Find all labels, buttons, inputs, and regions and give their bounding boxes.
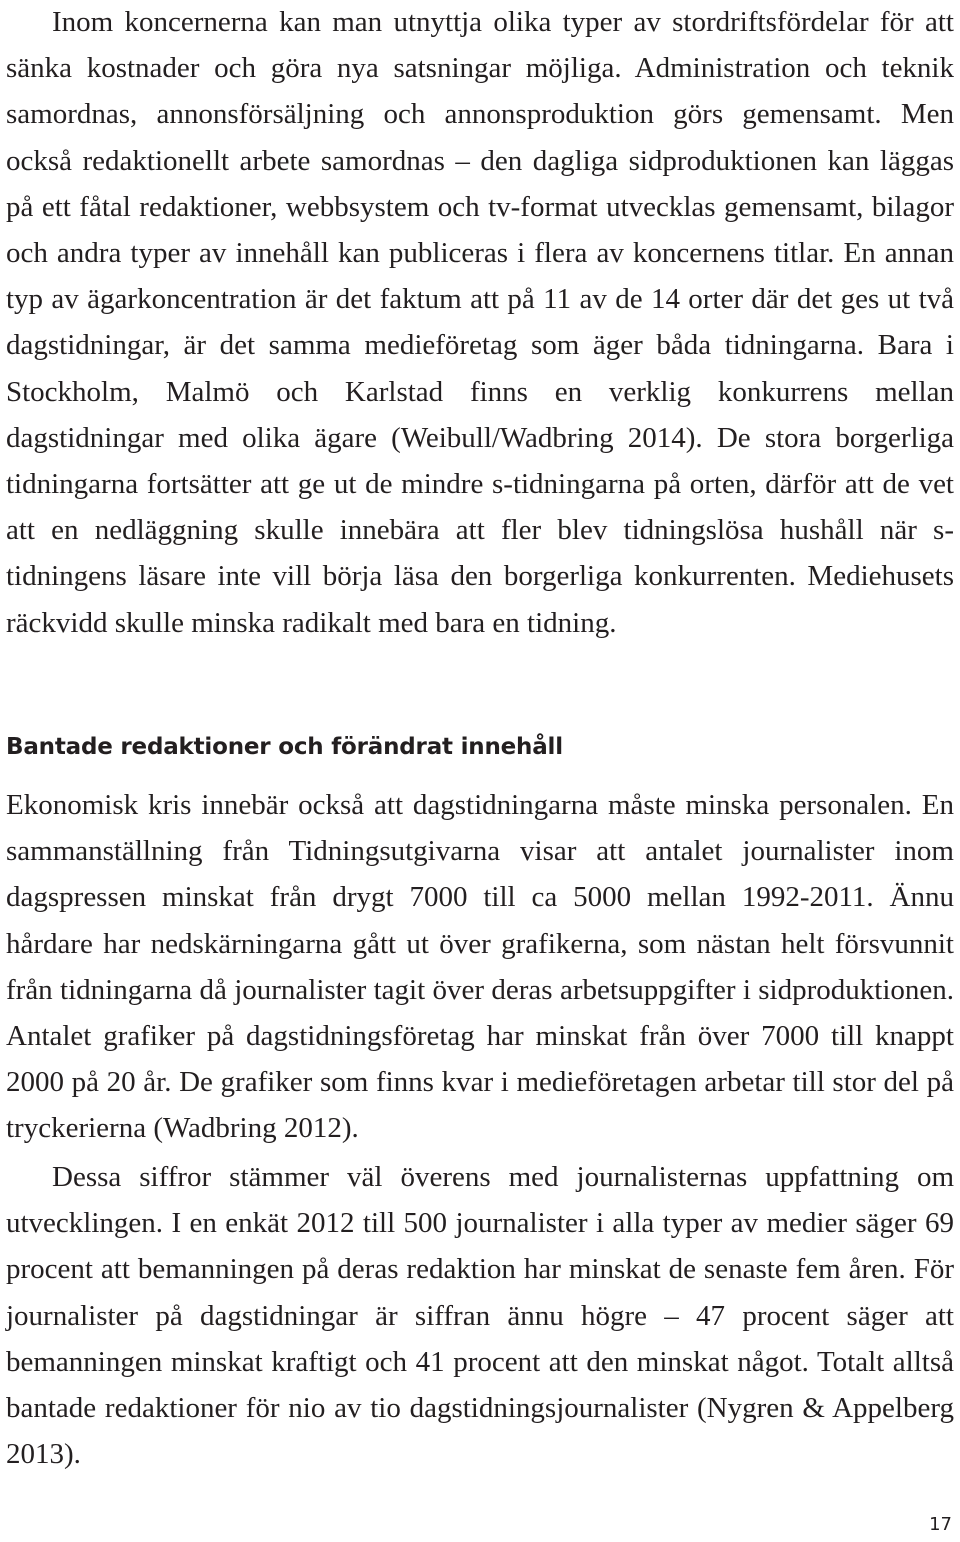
body-paragraph: Inom koncernerna kan man utnyttja olika typer av stordriftsfördelar för att sänka kostnader och göra nya satsningar möjliga. Administration och teknik samordnas, annonsförsäljning och annonsproduktion görs gemensamt. Men också redaktionellt arbete samordnas – den dagliga sidproduktionen kan läggas på ett fåtal redaktioner, webbsystem och tv-format utvecklas gemensamt, bilagor och andra typer av innehåll kan publiceras i flera av koncernens titlar. En annan typ av ägarkoncentration är det faktum att på 11 av de 14 orter där det ges ut två dagstidningar, är det samma medieföretag som äger båda tidningarna. Bara i Stockholm, Malmö och Karlstad finns en verklig konkurrens mellan dagstidningar med olika ägare (Weibull/Wadbring 2014). De stora borgerliga tidningarna fortsätter att ge ut de mindre s-tidningarna på orten, därför att de vet att en nedläggning skulle innebära att fler blev tidningslösa hushåll när s-tidningens läsare inte vill börja läsa den borgerliga konkurrenten. Mediehusets räckvidd skulle minska radikalt med bara en tidning. <box>6 6 954 639</box>
body-paragraph: Dessa siffror stämmer väl överens med journalisternas uppfattning om utvecklingen. I en enkät 2012 till 500 journalister i alla typer av medier säger 69 procent att bemanningen på deras redaktion har minskat de senaste fem åren. För journalister på dagstidningar är siffran ännu högre – 47 procent säger att bemanningen minskat kraftigt och 41 procent att den minskat något. Totalt alltså bantade redaktioner för nio av tio dagstidningsjournalister (Nygren & Appelberg 2013). <box>6 1161 954 1471</box>
body-paragraph: Ekonomisk kris innebär också att dagstidningarna måste minska personalen. En sammanställning från Tidningsutgivarna visar att antalet journalister inom dagspressen minskat från drygt 7000 till ca 5000 mellan 1992-2011. Ännu hårdare har nedskärningarna gått ut över grafikerna, som nästan helt försvunnit från tidningarna då journalister tagit över deras arbetsuppgifter i sidproduktionen. Antalet grafiker på dagstidningsföretag har minskat från över 7000 till knappt 2000 på 20 år. De grafiker som finns kvar i medieföretagen arbetar till stor del på tryckerierna (Wadbring 2012). <box>6 789 954 1145</box>
section-heading: Bantade redaktioner och förändrat innehåll <box>6 734 563 760</box>
page-number: 17 <box>929 1514 952 1535</box>
